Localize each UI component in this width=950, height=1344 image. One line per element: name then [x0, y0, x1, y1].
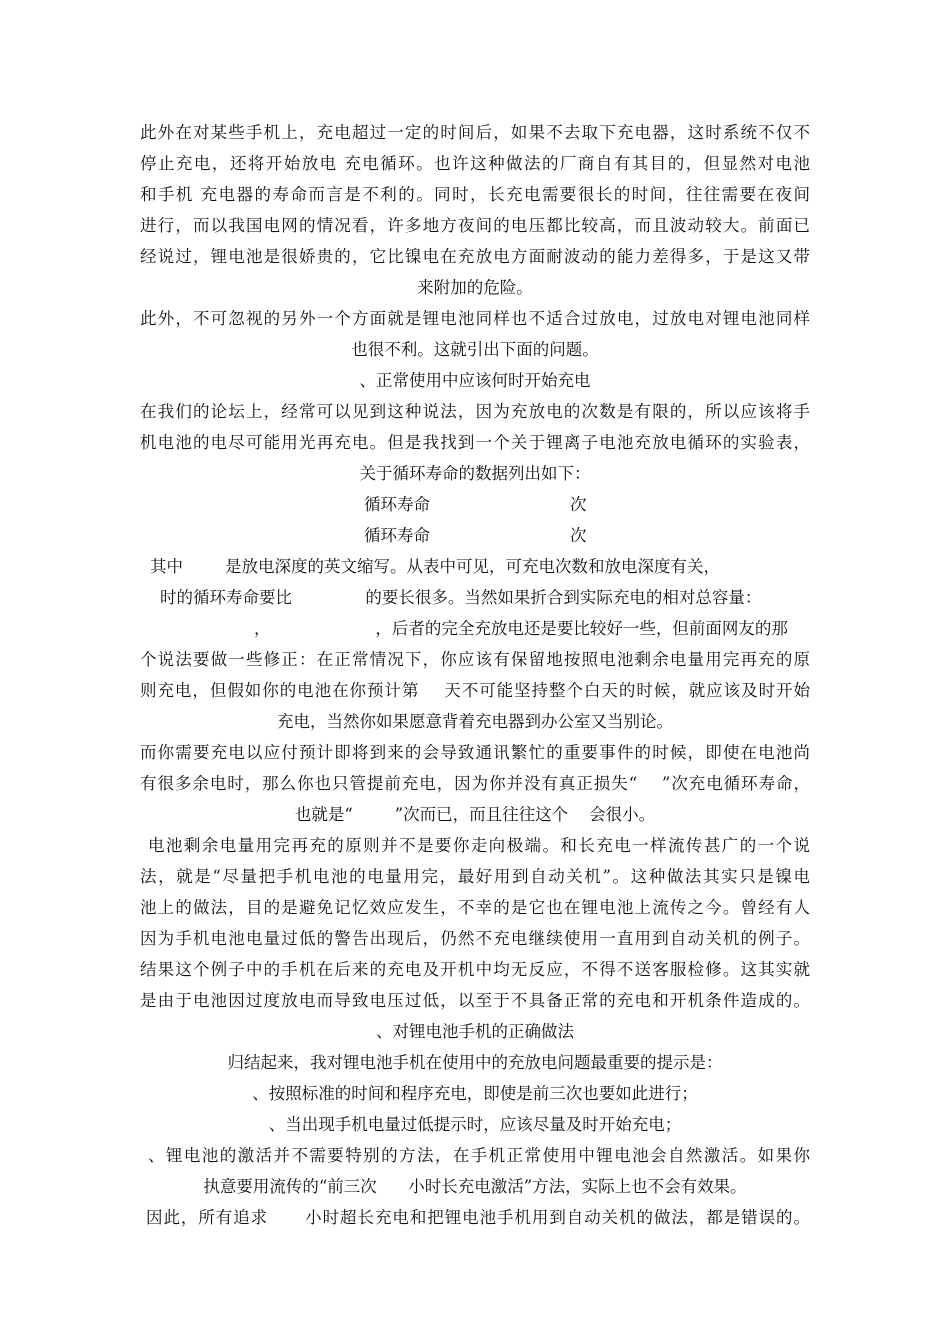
section-heading-2: 、正常使用中应该何时开始充电: [359, 371, 591, 390]
paragraph-1-line-3: 和手机 充电器的寿命而言是不利的。同时，长充电需要很长的时间，往往需要在夜间: [140, 185, 810, 204]
paragraph-4-line-3: ， ，后者的完全充放电还是要比较好一些，但前面网友的那: [254, 619, 788, 638]
paragraph-1-line-1: 此外在对某些手机上，充电超过一定的时间后，如果不去取下充电器，这时系统不仅不: [140, 123, 810, 142]
paragraph-4-line-4: 个说法要做一些修正：在正常情况下，你应该有保留地按照电池剩余电量用完再充的原: [140, 650, 810, 669]
paragraph-1-line-2: 停止充电，还将开始放电 充电循环。也许这种做法的厂商自有其目的，但显然对电池: [140, 154, 810, 173]
table-row-2-label: 循环寿命: [364, 526, 430, 545]
paragraph-2-line-2: 也很不利。这就引出下面的问题。: [351, 340, 599, 359]
tip-3-line-2: 执意要用流传的“前三次 小时长充电激活”方法，实际上也不会有效果。: [203, 1177, 747, 1196]
table-row-2-unit: 次: [570, 526, 587, 545]
paragraph-6-line-5: 结果这个例子中的手机在后来的充电及开机中均无反应，不得不送客服检修。这其实就: [140, 960, 810, 979]
paragraph-4-line-1: 其中 是放电深度的英文缩写。从表中可见，可充电次数和放电深度有关，: [150, 557, 720, 576]
table-row-1-label: 循环寿命: [364, 495, 430, 514]
section-heading-3: 、对锂电池手机的正确做法: [376, 1022, 574, 1041]
paragraph-6-line-3: 池上的做法，目的是避免记忆效应发生，不幸的是它也在锂电池上流传之今。曾经有人: [140, 898, 810, 917]
paragraph-6-line-4: 因为手机电池电量过低的警告出现后，仍然不充电继续使用一直用到自动关机的例子。: [140, 929, 810, 948]
paragraph-1-line-6: 来附加的危险。: [417, 278, 533, 297]
summary-intro: 归结起来，我对锂电池手机在使用中的充放电问题最重要的提示是：: [227, 1053, 723, 1072]
paragraph-6-line-1: 电池剩余电量用完再充的原则并不是要你走向极端。和长充电一样流传甚广的一个说: [148, 836, 810, 855]
paragraph-5-line-3: 也就是“ ”次而已，而且往往这个 会很小。: [294, 805, 656, 824]
paragraph-4-line-5: 则充电，但假如你的电池在你预计第 天不可能坚持整个白天的时候，就应该及时开始: [140, 681, 810, 700]
paragraph-6-line-6: 是由于电池因过度放电而导致电压过低，以至于不具备正常的充电和开机条件造成的。: [140, 991, 810, 1010]
paragraph-4-line-2: 时的循环寿命要比 的要长很多。当然如果折合到实际充电的相对总容量：: [160, 588, 762, 607]
paragraph-4-line-6: 充电，当然你如果愿意背着充电器到办公室又当别论。: [277, 712, 673, 731]
paragraph-1-line-5: 经说过，锂电池是很娇贵的，它比镍电在充放电方面耐波动的能力差得多，于是这又带: [140, 247, 810, 266]
paragraph-3-line-3: 关于循环寿命的数据列出如下：: [359, 464, 591, 483]
tip-1: 、按照标准的时间和程序充电，即使是前三次也要如此进行；: [252, 1084, 698, 1103]
table-row-1-unit: 次: [570, 495, 587, 514]
paragraph-5-line-2: 有很多余电时，那么你也只管提前充电，因为你并没有真正损失“ ”次充电循环寿命，: [140, 774, 810, 793]
conclusion: 因此，所有追求 小时超长充电和把锂电池手机用到自动关机的做法，都是错误的。: [146, 1208, 810, 1227]
paragraph-3-line-2: 机电池的电尽可能用光再充电。但是我找到一个关于锂离子电池充放电循环的实验表，: [140, 433, 810, 452]
paragraph-3-line-1: 在我们的论坛上，经常可以见到这种说法，因为充放电的次数是有限的，所以应该将手: [140, 402, 810, 421]
paragraph-1-line-4: 进行，而以我国电网的情况看，许多地方夜间的电压都比较高，而且波动较大。前面已: [140, 216, 810, 235]
tip-3-line-1: 、锂电池的激活并不需要特别的方法，在手机正常使用中锂电池会自然激活。如果你: [148, 1146, 810, 1165]
paragraph-2-line-1: 此外，不可忽视的另外一个方面就是锂电池同样也不适合过放电，过放电对锂电池同样: [140, 309, 810, 328]
paragraph-5-line-1: 而你需要充电以应付预计即将到来的会导致通讯繁忙的重要事件的时候，即使在电池尚: [140, 743, 810, 762]
paragraph-6-line-2: 法，就是“尽量把手机电池的电量用完，最好用到自动关机”。这种做法其实只是镍电: [140, 867, 810, 886]
tip-2: 、当出现手机电量过低提示时，应该尽量及时开始充电；: [268, 1115, 682, 1134]
